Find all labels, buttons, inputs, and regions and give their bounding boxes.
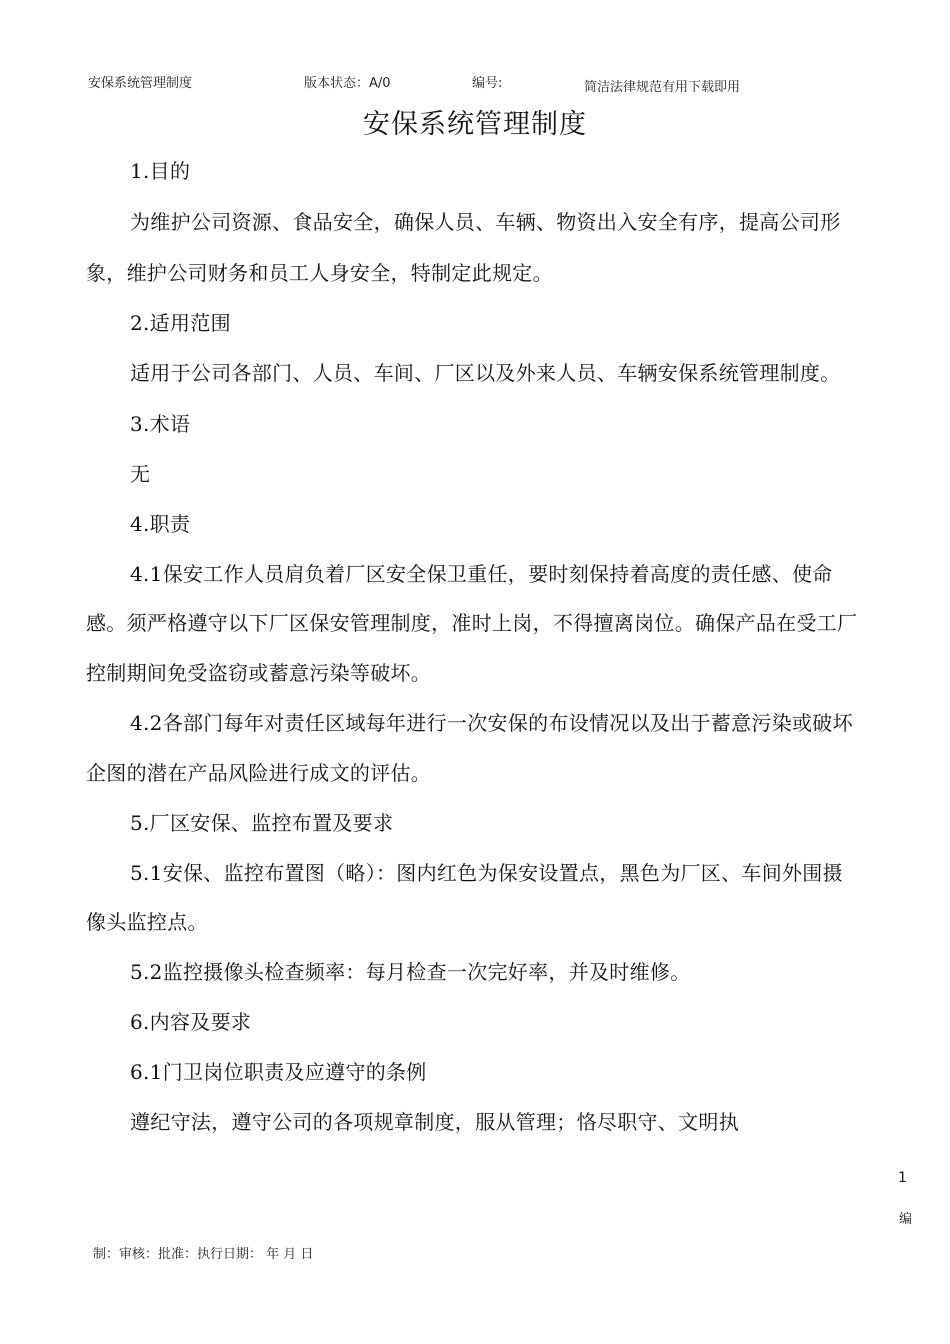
header-version: 版本状态：A/0: [304, 76, 391, 91]
document-title: 安保系统管理制度: [363, 109, 587, 140]
paragraph-line: 4.2各部门每年对责任区域每年进行一次安保的布设情况以及出于蓄意污染或破坏: [130, 711, 853, 735]
paragraph-line: 像头监控点。: [86, 910, 208, 934]
paragraph-line: 象，维护公司财务和员工人身安全，特制定此规定。: [86, 261, 553, 285]
subsection-heading: 6.1门卫岗位职责及应遵守的条例: [130, 1060, 427, 1084]
paragraph-line: 5.2监控摄像头检查频率：每月检查一次完好率，并及时维修。: [130, 960, 691, 984]
section-heading: 3.术语: [130, 412, 191, 436]
header-number-label: 编号:: [472, 76, 503, 91]
page-number: 1: [898, 1170, 907, 1186]
section-heading: 6.内容及要求: [130, 1010, 252, 1034]
paragraph-line: 企图的潜在产品风险进行成文的评估。: [86, 761, 432, 785]
paragraph-line: 无: [130, 462, 151, 486]
paragraph-line: 4.1保安工作人员肩负着厂区安全保卫重任，要时刻保持着高度的责任感、使命: [130, 562, 833, 586]
section-heading: 1.目的: [130, 159, 191, 183]
paragraph-line: 5.1安保、监控布置图（略）：图内红色为保安设置点，黑色为厂区、车间外围摄: [130, 861, 843, 885]
footer-approval-line: 制：审核：批准：执行日期： 年 月 日: [93, 1247, 314, 1262]
header-doc-name: 安保系统管理制度: [88, 76, 193, 91]
paragraph-line: 控制期间免受盗窃或蓄意污染等破坏。: [86, 661, 432, 685]
paragraph-line: 为维护公司资源、食品安全，确保人员、车辆、物资出入安全有序，提高公司形: [130, 210, 841, 234]
header-watermark-text: 简洁法律规范有用下载即用: [584, 80, 741, 95]
section-heading: 2.适用范围: [130, 311, 231, 335]
section-heading: 5.厂区安保、监控布置及要求: [130, 811, 394, 835]
paragraph-line: 适用于公司各部门、人员、车间、厂区以及外来人员、车辆安保系统管理制度。: [130, 361, 841, 385]
section-heading: 4.职责: [130, 512, 191, 536]
page-side-label: 编: [899, 1212, 913, 1227]
paragraph-line: 遵纪守法，遵守公司的各项规章制度，服从管理；恪尽职守、文明执: [130, 1110, 739, 1134]
paragraph-line: 感。须严格遵守以下厂区保安管理制度，准时上岗，不得擅离岗位。确保产品在受工厂: [86, 611, 858, 635]
